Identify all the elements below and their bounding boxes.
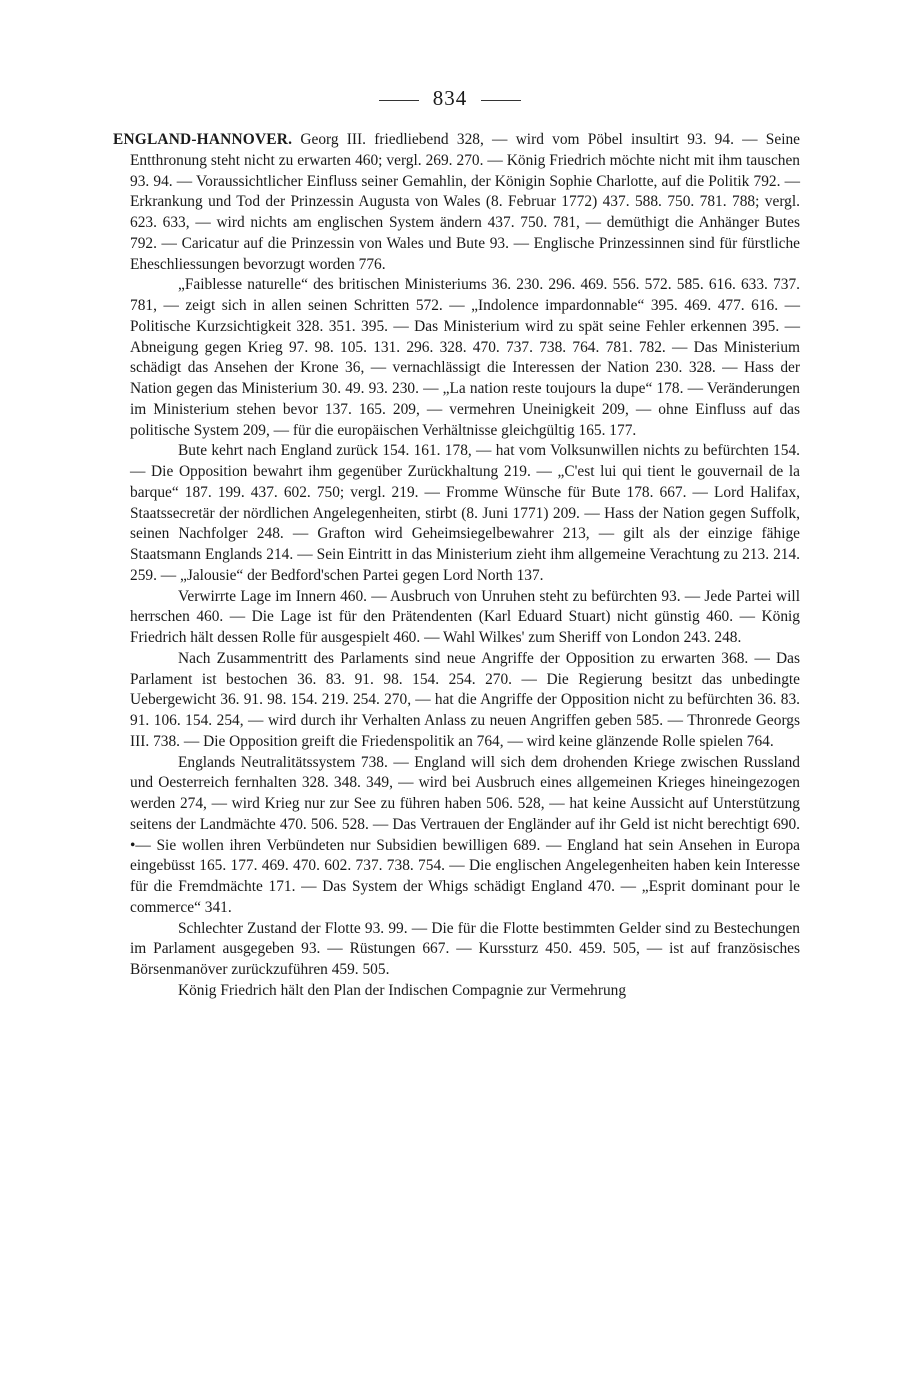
index-entry-paragraph bbox=[130, 919, 800, 981]
index-entry-paragraph bbox=[130, 587, 800, 649]
paragraph-text: König Friedrich hält den Plan der Indischen Compagnie zur Vermehrung bbox=[178, 981, 627, 999]
paragraph-text: Nach Zusammentritt des Parlaments sind neue Angriffe der Opposition zu erwarten 368. — Das Parlament ist bestochen 36. 83. 91. 98. 154. 254. 270. — Die Regierung besitzt das unbedingte Uebergewicht 36. 91. 98. 154. 219. 254. 270, — hat die Angriffe der Opposition nicht zu befürchten 36. 83. 91. 106. 154. 254, — wird durch ihr Verhalten Anlass zu neuen Angriffen geben 585. — Thronrede Georgs III. 738. — Die Opposition greift die Friedenspolitik an 764, — wird keine glänzende Rolle spielen 764. bbox=[130, 649, 800, 750]
page-header bbox=[0, 84, 900, 112]
index-entry-paragraph bbox=[130, 981, 800, 1002]
page-number: 834 bbox=[432, 86, 468, 110]
entry-heading: ENGLAND-HANNOVER. bbox=[113, 131, 293, 148]
header-dash-left bbox=[379, 100, 419, 101]
index-entry-paragraph bbox=[130, 441, 800, 586]
index-entry-paragraph bbox=[130, 753, 800, 919]
index-entry-paragraph bbox=[113, 130, 800, 275]
paragraph-text: „Faiblesse naturelle“ des britischen Ministeriums 36. 230. 296. 469. 556. 572. 585. 616. 633. 737. 781, — zeigt sich in allen seinen Schritten 572. — „Indolence impardonnable“ 395. 469. 477. 616. — Politische Kurzsichtigkeit 328. 351. 395. — Das Ministerium wird zu spät seine Fehler erkennen 395. — Abneigung gegen Krieg 97. 98. 105. 131. 296. 328. 470. 737. 738. 764. 781. 782. — Das Ministerium schädigt das Ansehen der Krone 36, — vernachlässigt die Interessen der Nation 230. 328. — Hass der Nation gegen das Ministerium 30. 49. 93. 230. — „La nation reste toujours la dupe“ 178. — Veränderungen im Ministerium stehen bevor 137. 165. 209, — vermehren Uneinigkeit 209, — ohne Einfluss auf das politische System 209, — für die europäischen Verhältnisse gleichgültig 165. 177. bbox=[130, 276, 800, 439]
paragraph-text: Schlechter Zustand der Flotte 93. 99. — Die für die Flotte bestimmten Gelder sind zu Bestechungen im Parlament ausgegeben 93. — Rüstungen 667. — Kurssturz 450. 459. 505, — ist auf französisches Börsenmanöver zurückzuführen 459. 505. bbox=[130, 919, 800, 978]
paragraph-text: Englands Neutralitätssystem 738. — England will sich dem drohenden Kriege zwischen Russland und Oesterreich fernhalten 328. 348. 349, — wird bei Ausbruch eines allgemeinen Krieges hineingezogen werden 274, — wird Krieg nur zur See zu führen haben 506. 528, — hat keine Aussicht auf Unterstützung seitens der Landmächte 470. 506. 528. — Das Vertrauen der Engländer auf ihr Geld ist nicht berechtigt 690. •— Sie wollen ihren Verbündeten nur Subsidien bewilligen 689. — England hat sein Ansehen in Europa eingebüsst 165. 177. 469. 470. 602. 737. 738. 754. — Die englischen Angelegenheiten haben kein Interesse für die Fremdmächte 171. — Das System der Whigs schädigt England 470. — „Esprit dominant pour le commerce“ 341. bbox=[130, 753, 800, 916]
paragraph-text: Georg III. friedliebend 328, — wird vom Pöbel insultirt 93. 94. — Seine Entthronung steht nicht zu erwarten 460; vergl. 269. 270. — König Friedrich möchte nicht mit ihm tauschen 93. 94. — Voraussichtlicher Einfluss seiner Gemahlin, der Königin Sophie Charlotte, auf die Politik 792. — Erkrankung und Tod der Prinzessin Augusta von Wales (8. Februar 1772) 437. 588. 750. 781. 788; vergl. 623. 633, — wird nichts am englischen System ändern 437. 750. 781, — demüthigt die Anhänger Butes 792. — Caricatur auf die Prinzessin von Wales und Bute 93. — Englische Prinzessinnen sind für fürstliche Eheschliessungen bevorzugt worden 776. bbox=[130, 131, 800, 273]
paragraph-text: Verwirrte Lage im Innern 460. — Ausbruch von Unruhen steht zu befürchten 93. — Jede Partei will herrschen 460. — Die Lage ist für den Prätendenten (Karl Eduard Stuart) nicht günstig 460. — König Friedrich hält dessen Rolle für ausgespielt 460. — Wahl Wilkes' zum Sheriff von London 243. 248. bbox=[130, 587, 800, 646]
index-text-body bbox=[113, 130, 800, 1002]
paragraph-text: Bute kehrt nach England zurück 154. 161. 178, — hat vom Volksunwillen nichts zu befürchten 154. — Die Opposition bewahrt ihm gegenüber Zurückhaltung 219. — „C'est lui qui tient le gouvernail de la barque“ 187. 199. 437. 602. 750; vergl. 219. — Fromme Wünsche für Bute 178. 667. — Lord Halifax, Staatssecretär der nördlichen Angelegenheiten, stirbt (8. Juni 1771) 209. — Hass der Nation gegen Suffolk, seinen Nachfolger 248. — Grafton wird Geheimsiegelbewahrer 213, — gilt als der einzige fähige Staatsmann Englands 214. — Sein Eintritt in das Ministerium zieht ihm allgemeine Verachtung zu 213. 214. 259. — „Jalousie“ der Bedford'schen Partei gegen Lord North 137. bbox=[130, 442, 800, 584]
index-entry-paragraph bbox=[130, 275, 800, 441]
index-entry-paragraph bbox=[130, 649, 800, 753]
header-dash-right bbox=[481, 100, 521, 101]
